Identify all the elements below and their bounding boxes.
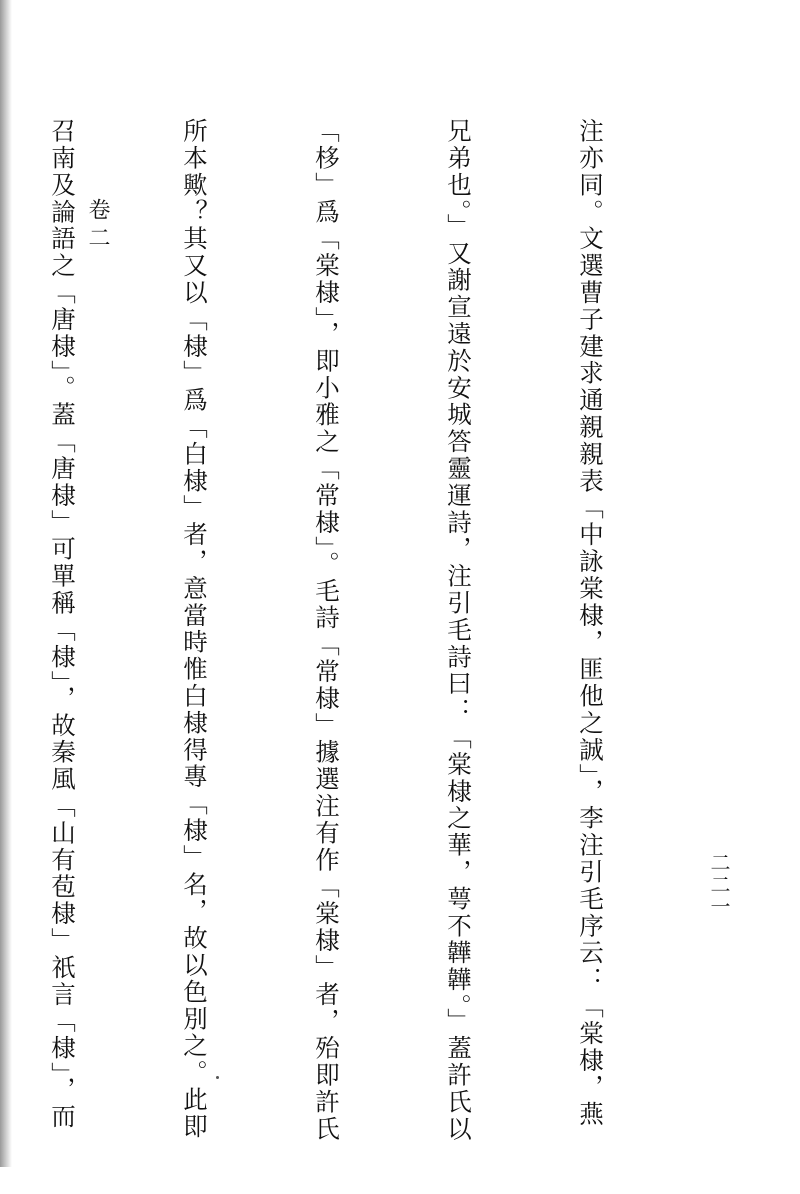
stray-mark bbox=[216, 1076, 219, 1079]
text-column-1: 注亦同。文選曹子建求通親親表「中詠棠棣，匪他之誠」，李注引毛序云：「棠棣，燕 bbox=[576, 118, 605, 1128]
text-column-2: 兄弟也。」又謝宣遠於安城答靈運詩，注引毛詩曰：「棠棣之華，萼不韡韡。」蓋許氏以 bbox=[444, 118, 473, 1143]
text-column-4: 所本歟？其又以「棣」爲「白棣」者，意當時惟白棣得專「棣」名，故以色別之。此即 bbox=[180, 118, 209, 1141]
text-column-3: 「栘」爲「棠棣」，即小雅之「常棣」。毛詩「常棣」據選注有作「棠棣」者，殆即許氏 bbox=[312, 118, 341, 1143]
volume-label: 卷二 bbox=[85, 198, 110, 254]
page-number: 二二一 bbox=[707, 852, 731, 918]
text-column-5: 召南及論語之「唐棣」。蓋「唐棣」可單稱「棣」，故秦風「山有苞棣」祇言「棣」，而 bbox=[48, 118, 77, 1131]
